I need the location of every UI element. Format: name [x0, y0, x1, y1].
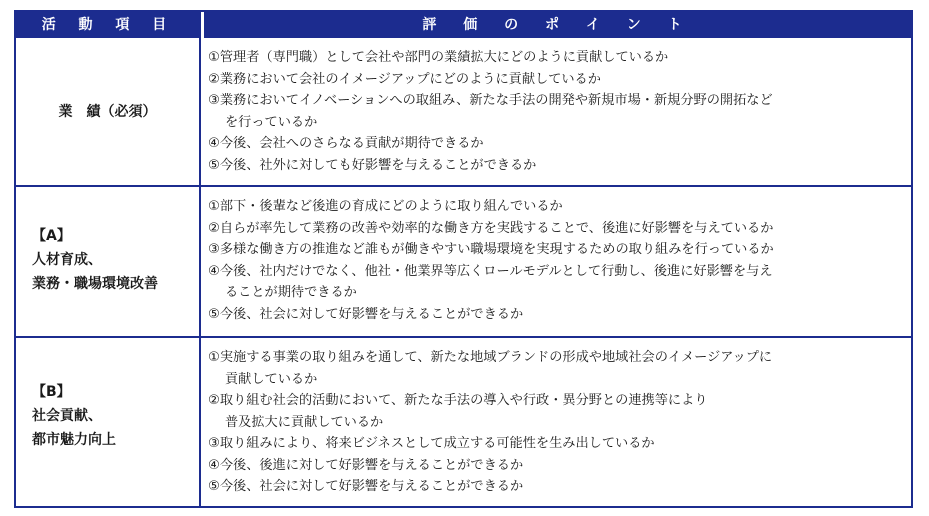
row-items-b	[208, 347, 908, 498]
row-label-b-tag: 【B】	[32, 384, 71, 400]
list-item: ③業務においてイノベーションへの取組み、新たな手法の開発や新規市場・新規分野の開拓など を行っているか	[208, 93, 773, 130]
list-item: ③取り組みにより、将来ビジネスとして成立する可能性を生み出しているか	[208, 436, 655, 451]
list-item: ④今後、会社へのさらなる貢献が期待できるか	[208, 136, 484, 151]
row-divider-1	[16, 185, 911, 187]
column-divider	[199, 38, 201, 506]
row-label-a	[16, 224, 199, 296]
list-item: ④今後、後進に対して好影響を与えることができるか	[208, 457, 524, 473]
list-item: ①実施する事業の取り組みを通して、新たな地域ブランドの形成や地域社会のイメージアップに 貢献しているか	[208, 350, 773, 387]
list-item: ①管理者（専門職）として会社や部門の業績拡大にどのように貢献しているか	[208, 50, 669, 65]
list-item: ⑤今後、社会に対して好影響を与えることができるか	[208, 306, 524, 322]
list-item: ⑤今後、社会に対して好影響を与えることができるか	[208, 479, 524, 494]
list-item: ②取り組む社会的活動において、新たな手法の導入や行政・異分野との連携等により 普及拡大に貢献しているか	[208, 393, 708, 430]
list-item: ③多様な働き方の推進など誰もが働きやすい職場環境を実現するための取り組みを行っているか	[208, 242, 774, 257]
header-activity-items: 活 動 項 目	[41, 17, 176, 33]
row-label-b-line2: 都市魅力向上	[32, 432, 116, 448]
list-item: ⑤今後、社外に対しても好影響を与えることができるか	[208, 157, 537, 173]
row-label-performance: 業 績（必須）	[58, 104, 157, 120]
row-label-a-line1: 人材育成、	[32, 252, 102, 268]
row-divider-2	[16, 336, 911, 338]
list-item: ②業務において会社のイメージアップにどのように貢献しているか	[208, 71, 601, 87]
row-items-performance	[208, 47, 908, 176]
row-label-a-line2: 業務・職場環境改善	[32, 276, 158, 292]
list-item: ②自らが率先して業務の改善や効率的な働き方を実践することで、後進に好影響を与えているか	[208, 220, 774, 236]
list-item: ④今後、社内だけでなく、他社・他業界等広くロールモデルとして行動し、後進に好影響を与え ることが期待できるか	[208, 263, 773, 300]
evaluation-table	[14, 10, 913, 508]
row-label-a-tag: 【A】	[32, 228, 71, 244]
table-header	[16, 12, 911, 38]
row-items-a	[208, 196, 908, 325]
row-label-b	[16, 380, 199, 452]
row-label-b-line1: 社会貢献、	[32, 408, 102, 424]
header-evaluation-points: 評 価 の ポ イ ン ト	[422, 17, 693, 33]
list-item: ①部下・後輩など後進の育成にどのように取り組んでいるか	[208, 199, 563, 214]
